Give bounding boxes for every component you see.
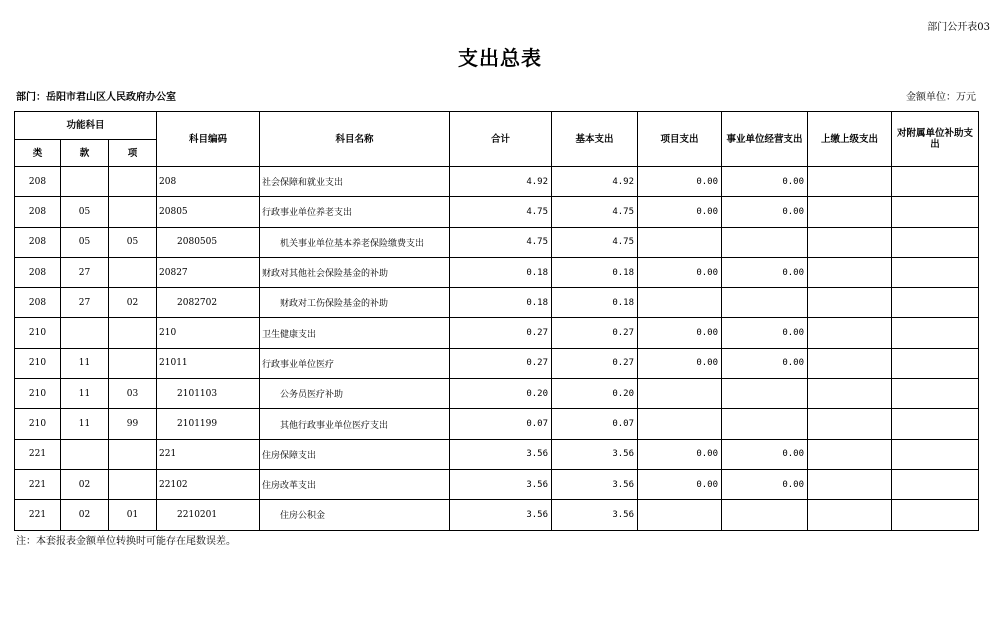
basic-cell: 0.20	[552, 379, 638, 409]
basic-cell: 0.27	[552, 348, 638, 378]
code-cell: 20827	[157, 257, 260, 287]
subsidy-cell	[892, 227, 979, 257]
name-cell: 住房公积金	[260, 500, 450, 530]
header-business: 事业单位经营支出	[722, 112, 808, 167]
code-cell: 2082702	[157, 288, 260, 318]
header-name: 科目名称	[260, 112, 450, 167]
total-cell: 3.56	[450, 439, 552, 469]
amount-unit-label: 金额单位：万元	[906, 92, 976, 103]
subsidy-cell	[892, 439, 979, 469]
upper-cell	[808, 409, 892, 439]
header-lei: 类	[15, 140, 61, 167]
project-cell	[638, 227, 722, 257]
lei-cell: 221	[15, 500, 61, 530]
code-cell: 22102	[157, 469, 260, 499]
total-cell: 0.20	[450, 379, 552, 409]
upper-cell	[808, 197, 892, 227]
total-cell: 0.18	[450, 257, 552, 287]
basic-cell: 0.27	[552, 318, 638, 348]
code-cell: 20805	[157, 197, 260, 227]
basic-cell: 3.56	[552, 500, 638, 530]
upper-cell	[808, 348, 892, 378]
xiang-cell	[109, 439, 157, 469]
subsidy-cell	[892, 469, 979, 499]
subsidy-cell	[892, 288, 979, 318]
form-number: 部门公开表03	[927, 22, 990, 33]
name-cell: 社会保障和就业支出	[260, 167, 450, 197]
lei-cell: 210	[15, 379, 61, 409]
upper-cell	[808, 318, 892, 348]
name-cell: 财政对工伤保险基金的补助	[260, 288, 450, 318]
xiang-cell: 03	[109, 379, 157, 409]
kuan-cell: 27	[61, 257, 109, 287]
code-cell: 2101103	[157, 379, 260, 409]
code-cell: 2210201	[157, 500, 260, 530]
kuan-cell	[61, 318, 109, 348]
header-upper: 上缴上级支出	[808, 112, 892, 167]
basic-cell: 0.18	[552, 288, 638, 318]
project-cell: 0.00	[638, 318, 722, 348]
table-row	[15, 379, 979, 409]
business-cell	[722, 379, 808, 409]
kuan-cell: 05	[61, 227, 109, 257]
subsidy-cell	[892, 379, 979, 409]
xiang-cell: 02	[109, 288, 157, 318]
project-cell: 0.00	[638, 257, 722, 287]
code-cell: 210	[157, 318, 260, 348]
total-cell: 0.27	[450, 318, 552, 348]
department-label: 部门：岳阳市君山区人民政府办公室	[16, 92, 176, 103]
xiang-cell	[109, 469, 157, 499]
code-cell: 2080505	[157, 227, 260, 257]
page-title: 支出总表	[458, 46, 542, 70]
lei-cell: 208	[15, 288, 61, 318]
subsidy-cell	[892, 348, 979, 378]
business-cell: 0.00	[722, 257, 808, 287]
table-row	[15, 348, 979, 378]
business-cell	[722, 500, 808, 530]
xiang-cell	[109, 348, 157, 378]
footnote: 注：本套报表金额单位转换时可能存在尾数误差。	[16, 536, 236, 547]
table-row	[15, 227, 979, 257]
subsidy-cell	[892, 197, 979, 227]
project-cell	[638, 409, 722, 439]
business-cell: 0.00	[722, 469, 808, 499]
name-cell: 行政事业单位养老支出	[260, 197, 450, 227]
header-xiang: 项	[109, 140, 157, 167]
subsidy-cell	[892, 257, 979, 287]
table-row	[15, 409, 979, 439]
project-cell	[638, 500, 722, 530]
name-cell: 住房保障支出	[260, 439, 450, 469]
total-cell: 3.56	[450, 469, 552, 499]
upper-cell	[808, 500, 892, 530]
header-basic: 基本支出	[552, 112, 638, 167]
code-cell: 221	[157, 439, 260, 469]
basic-cell: 4.92	[552, 167, 638, 197]
header-project: 项目支出	[638, 112, 722, 167]
basic-cell: 0.07	[552, 409, 638, 439]
name-cell: 其他行政事业单位医疗支出	[260, 409, 450, 439]
project-cell: 0.00	[638, 197, 722, 227]
code-cell: 21011	[157, 348, 260, 378]
xiang-cell	[109, 167, 157, 197]
code-cell: 2101199	[157, 409, 260, 439]
project-cell: 0.00	[638, 439, 722, 469]
table-row	[15, 257, 979, 287]
business-cell: 0.00	[722, 167, 808, 197]
upper-cell	[808, 288, 892, 318]
upper-cell	[808, 469, 892, 499]
name-cell: 卫生健康支出	[260, 318, 450, 348]
name-cell: 机关事业单位基本养老保险缴费支出	[260, 227, 450, 257]
business-cell: 0.00	[722, 439, 808, 469]
kuan-cell	[61, 439, 109, 469]
kuan-cell: 27	[61, 288, 109, 318]
total-cell: 4.75	[450, 197, 552, 227]
total-cell: 4.92	[450, 167, 552, 197]
basic-cell: 3.56	[552, 439, 638, 469]
lei-cell: 210	[15, 318, 61, 348]
name-cell: 行政事业单位医疗	[260, 348, 450, 378]
xiang-cell: 99	[109, 409, 157, 439]
kuan-cell: 05	[61, 197, 109, 227]
business-cell: 0.00	[722, 318, 808, 348]
lei-cell: 208	[15, 167, 61, 197]
lei-cell: 210	[15, 409, 61, 439]
lei-cell: 221	[15, 439, 61, 469]
kuan-cell: 11	[61, 379, 109, 409]
business-cell	[722, 288, 808, 318]
basic-cell: 4.75	[552, 197, 638, 227]
subsidy-cell	[892, 167, 979, 197]
table-row	[15, 197, 979, 227]
project-cell: 0.00	[638, 348, 722, 378]
xiang-cell	[109, 197, 157, 227]
subsidy-cell	[892, 318, 979, 348]
xiang-cell	[109, 318, 157, 348]
total-cell: 0.07	[450, 409, 552, 439]
xiang-cell: 05	[109, 227, 157, 257]
business-cell: 0.00	[722, 197, 808, 227]
kuan-cell: 02	[61, 469, 109, 499]
upper-cell	[808, 227, 892, 257]
subsidy-cell	[892, 409, 979, 439]
kuan-cell: 11	[61, 409, 109, 439]
name-cell: 住房改革支出	[260, 469, 450, 499]
header-total: 合计	[450, 112, 552, 167]
kuan-cell: 11	[61, 348, 109, 378]
lei-cell: 208	[15, 227, 61, 257]
project-cell	[638, 288, 722, 318]
business-cell	[722, 409, 808, 439]
header-code: 科目编码	[157, 112, 260, 167]
basic-cell: 0.18	[552, 257, 638, 287]
total-cell: 0.27	[450, 348, 552, 378]
basic-cell: 4.75	[552, 227, 638, 257]
expenditure-table	[14, 111, 979, 531]
project-cell: 0.00	[638, 167, 722, 197]
name-cell: 财政对其他社会保险基金的补助	[260, 257, 450, 287]
header-function-subject: 功能科目	[15, 112, 157, 140]
header-subsidy: 对附属单位补助支出	[892, 112, 979, 167]
code-cell: 208	[157, 167, 260, 197]
header-kuan: 款	[61, 140, 109, 167]
table-row	[15, 500, 979, 530]
upper-cell	[808, 379, 892, 409]
basic-cell: 3.56	[552, 469, 638, 499]
business-cell	[722, 227, 808, 257]
xiang-cell: 01	[109, 500, 157, 530]
table-row	[15, 439, 979, 469]
project-cell	[638, 379, 722, 409]
total-cell: 4.75	[450, 227, 552, 257]
kuan-cell	[61, 167, 109, 197]
upper-cell	[808, 257, 892, 287]
total-cell: 0.18	[450, 288, 552, 318]
upper-cell	[808, 439, 892, 469]
table-row	[15, 469, 979, 499]
project-cell: 0.00	[638, 469, 722, 499]
lei-cell: 210	[15, 348, 61, 378]
business-cell: 0.00	[722, 348, 808, 378]
xiang-cell	[109, 257, 157, 287]
table-row	[15, 167, 979, 197]
lei-cell: 221	[15, 469, 61, 499]
subsidy-cell	[892, 500, 979, 530]
total-cell: 3.56	[450, 500, 552, 530]
lei-cell: 208	[15, 197, 61, 227]
upper-cell	[808, 167, 892, 197]
table-row	[15, 288, 979, 318]
table-row	[15, 318, 979, 348]
name-cell: 公务员医疗补助	[260, 379, 450, 409]
kuan-cell: 02	[61, 500, 109, 530]
lei-cell: 208	[15, 257, 61, 287]
